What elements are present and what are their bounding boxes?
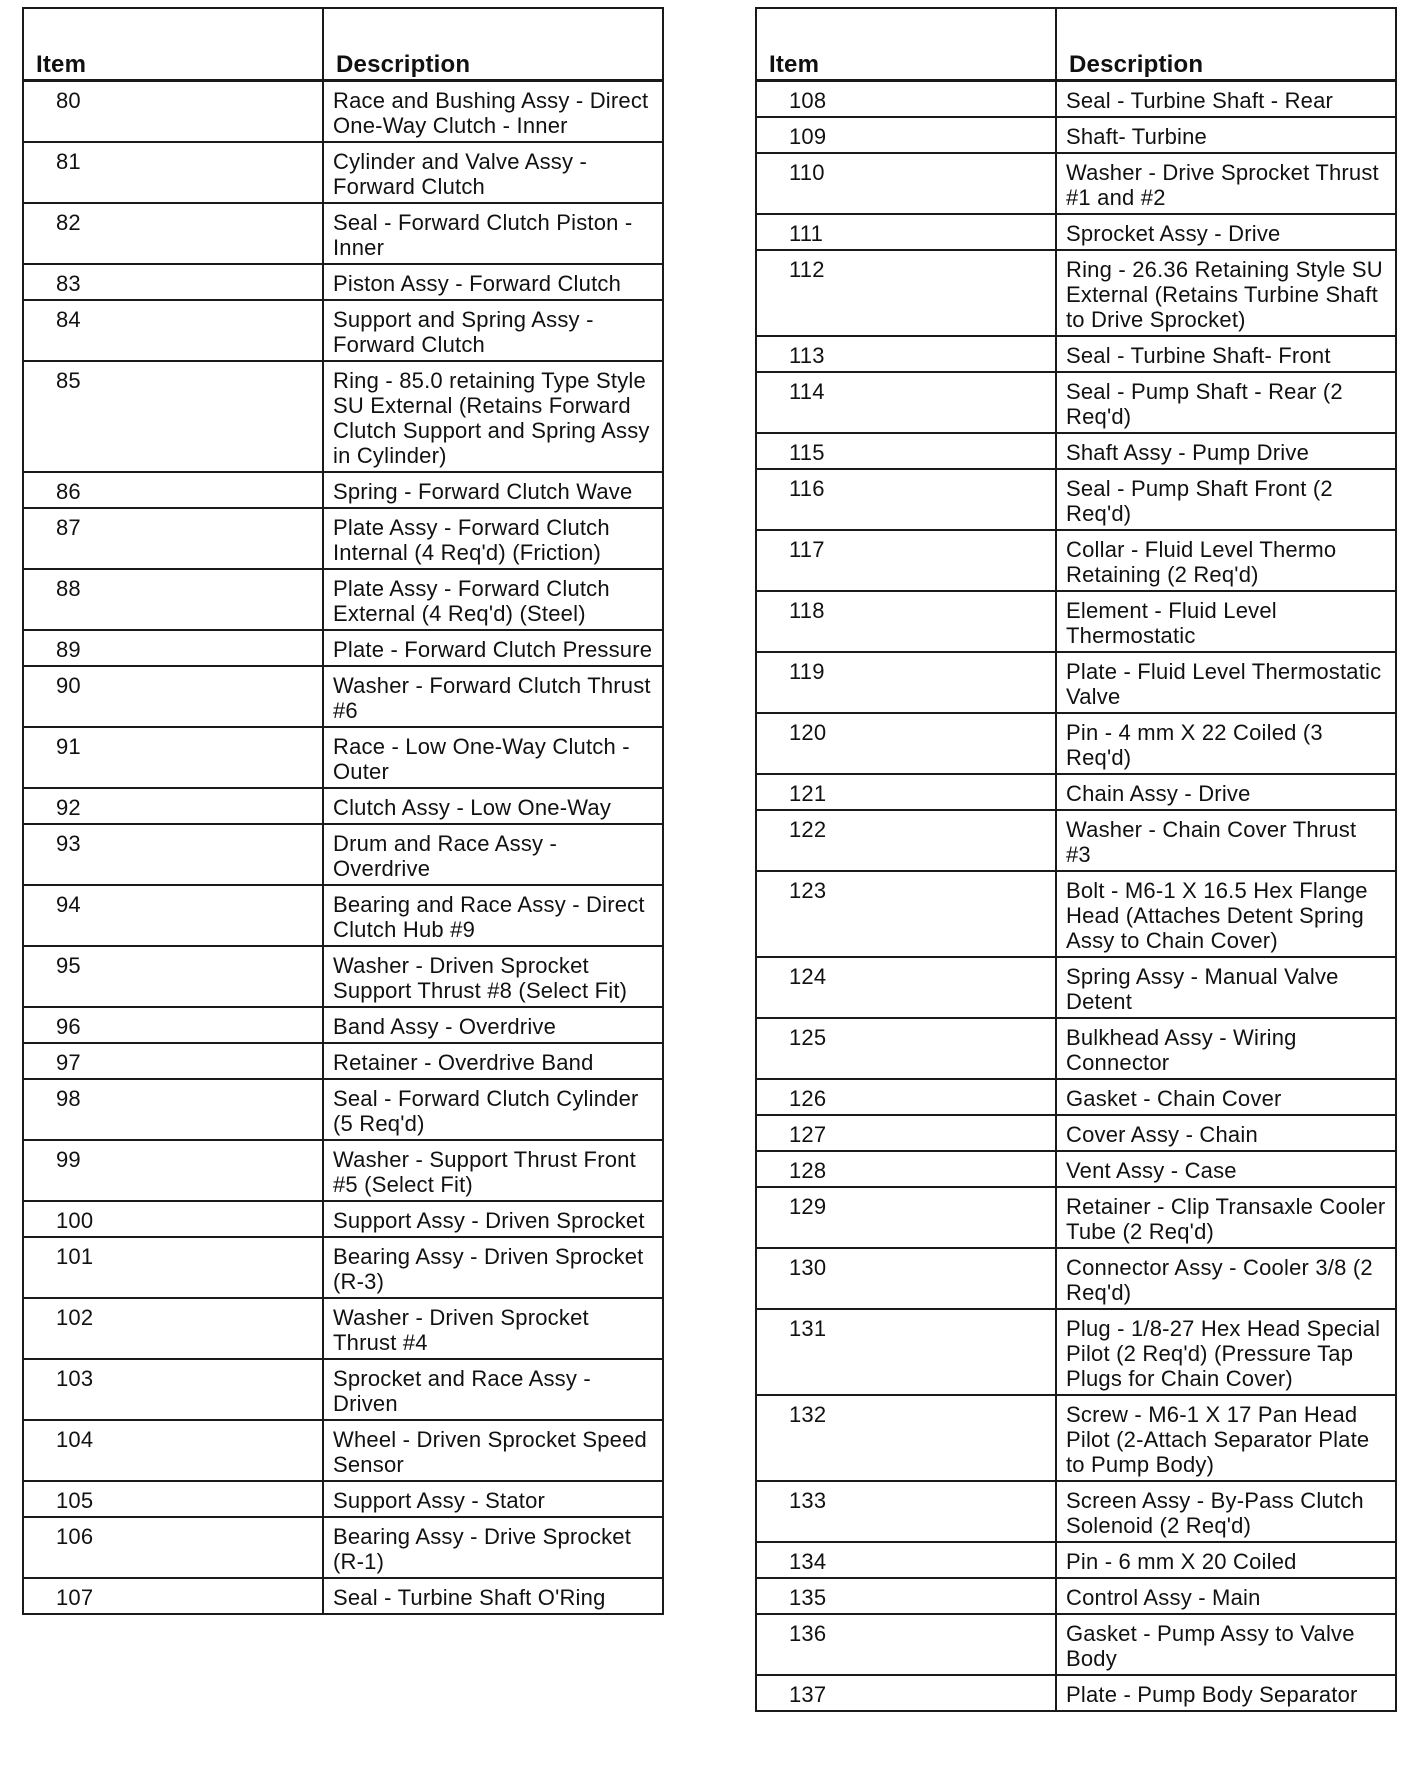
- item-number: 114: [756, 372, 1056, 433]
- table-row: [23, 1079, 663, 1140]
- table-row: [23, 264, 663, 300]
- parts-table-right: [755, 7, 1397, 1712]
- item-number: 116: [756, 469, 1056, 530]
- item-description: Cylinder and Valve Assy - Forward Clutch: [323, 142, 663, 203]
- item-description: Wheel - Driven Sprocket Speed Sensor: [323, 1420, 663, 1481]
- item-number: 95: [23, 946, 323, 1007]
- item-column-header: Item: [756, 8, 1056, 81]
- item-description: Bolt - M6-1 X 16.5 Hex Flange Head (Attaches Detent Spring Assy to Chain Cover): [1056, 871, 1396, 957]
- table-row: [23, 1007, 663, 1043]
- item-description: Drum and Race Assy - Overdrive: [323, 824, 663, 885]
- item-number: 87: [23, 508, 323, 569]
- table-row: [23, 81, 663, 143]
- item-description: Race and Bushing Assy - Direct One-Way Clutch - Inner: [323, 81, 663, 143]
- item-number: 81: [23, 142, 323, 203]
- table-row: [23, 1517, 663, 1578]
- item-number: 126: [756, 1079, 1056, 1115]
- item-description: Seal - Forward Clutch Piston - Inner: [323, 203, 663, 264]
- item-description: Screw - M6-1 X 17 Pan Head Pilot (2-Attach Separator Plate to Pump Body): [1056, 1395, 1396, 1481]
- item-number: 106: [23, 1517, 323, 1578]
- item-description: Seal - Pump Shaft Front (2 Req'd): [1056, 469, 1396, 530]
- table-row: [756, 1614, 1396, 1675]
- item-number: 96: [23, 1007, 323, 1043]
- table-row: [23, 824, 663, 885]
- item-description: Seal - Turbine Shaft O'Ring: [323, 1578, 663, 1614]
- description-column-header: Description: [1056, 8, 1396, 81]
- item-description: Washer - Driven Sprocket Thrust #4: [323, 1298, 663, 1359]
- item-number: 111: [756, 214, 1056, 250]
- item-number: 119: [756, 652, 1056, 713]
- table-row: [23, 666, 663, 727]
- table-row: [756, 957, 1396, 1018]
- table-row: [23, 1578, 663, 1614]
- item-number: 93: [23, 824, 323, 885]
- table-row: [756, 153, 1396, 214]
- item-number: 134: [756, 1542, 1056, 1578]
- table-row: [756, 1309, 1396, 1395]
- item-description: Connector Assy - Cooler 3/8 (2 Req'd): [1056, 1248, 1396, 1309]
- table-row: [23, 1237, 663, 1298]
- item-number: 98: [23, 1079, 323, 1140]
- item-description: Band Assy - Overdrive: [323, 1007, 663, 1043]
- item-number: 131: [756, 1309, 1056, 1395]
- table-row: [756, 1079, 1396, 1115]
- table-row: [756, 1675, 1396, 1711]
- item-number: 103: [23, 1359, 323, 1420]
- table-row: [23, 885, 663, 946]
- item-description: Sprocket and Race Assy - Driven: [323, 1359, 663, 1420]
- header-row: [756, 8, 1396, 81]
- table-row: [23, 142, 663, 203]
- item-number: 104: [23, 1420, 323, 1481]
- item-description: Shaft- Turbine: [1056, 117, 1396, 153]
- item-description: Bearing and Race Assy - Direct Clutch Hub #9: [323, 885, 663, 946]
- item-description: Element - Fluid Level Thermostatic: [1056, 591, 1396, 652]
- item-number: 137: [756, 1675, 1056, 1711]
- table-row: [756, 372, 1396, 433]
- item-description: Collar - Fluid Level Thermo Retaining (2 Req'd): [1056, 530, 1396, 591]
- item-description: Plate Assy - Forward Clutch External (4 Req'd) (Steel): [323, 569, 663, 630]
- item-number: 92: [23, 788, 323, 824]
- item-number: 117: [756, 530, 1056, 591]
- table-row: [756, 81, 1396, 118]
- table-row: [23, 361, 663, 472]
- parts-table-left-body: [23, 81, 663, 1615]
- item-number: 88: [23, 569, 323, 630]
- item-description: Support Assy - Stator: [323, 1481, 663, 1517]
- item-number: 90: [23, 666, 323, 727]
- table-row: [756, 530, 1396, 591]
- item-description: Pin - 6 mm X 20 Coiled: [1056, 1542, 1396, 1578]
- item-description: Pin - 4 mm X 22 Coiled (3 Req'd): [1056, 713, 1396, 774]
- item-number: 133: [756, 1481, 1056, 1542]
- item-number: 123: [756, 871, 1056, 957]
- table-row: [756, 1481, 1396, 1542]
- item-description: Plate - Fluid Level Thermostatic Valve: [1056, 652, 1396, 713]
- item-description: Cover Assy - Chain: [1056, 1115, 1396, 1151]
- item-number: 91: [23, 727, 323, 788]
- item-description: Sprocket Assy - Drive: [1056, 214, 1396, 250]
- table-row: [756, 871, 1396, 957]
- item-description: Washer - Forward Clutch Thrust #6: [323, 666, 663, 727]
- item-description: Retainer - Clip Transaxle Cooler Tube (2 Req'd): [1056, 1187, 1396, 1248]
- table-row: [23, 1359, 663, 1420]
- item-number: 105: [23, 1481, 323, 1517]
- table-row: [23, 300, 663, 361]
- table-row: [756, 1115, 1396, 1151]
- table-row: [756, 1395, 1396, 1481]
- item-description: Retainer - Overdrive Band: [323, 1043, 663, 1079]
- table-row: [23, 1201, 663, 1237]
- item-description: Race - Low One-Way Clutch - Outer: [323, 727, 663, 788]
- parts-table-left: [22, 7, 664, 1615]
- item-number: 125: [756, 1018, 1056, 1079]
- item-number: 85: [23, 361, 323, 472]
- item-description: Seal - Pump Shaft - Rear (2 Req'd): [1056, 372, 1396, 433]
- item-number: 135: [756, 1578, 1056, 1614]
- item-number: 102: [23, 1298, 323, 1359]
- item-description: Clutch Assy - Low One-Way: [323, 788, 663, 824]
- item-description: Plate - Forward Clutch Pressure: [323, 630, 663, 666]
- table-row: [756, 1578, 1396, 1614]
- table-row: [756, 652, 1396, 713]
- item-description: Vent Assy - Case: [1056, 1151, 1396, 1187]
- table-row: [23, 1140, 663, 1201]
- item-description: Ring - 85.0 retaining Type Style SU External (Retains Forward Clutch Support and Spring Assy in Cylinder): [323, 361, 663, 472]
- description-column-header: Description: [323, 8, 663, 81]
- item-description: Bearing Assy - Drive Sprocket (R-1): [323, 1517, 663, 1578]
- item-description: Screen Assy - By-Pass Clutch Solenoid (2 Req'd): [1056, 1481, 1396, 1542]
- table-row: [756, 774, 1396, 810]
- item-number: 89: [23, 630, 323, 666]
- item-number: 128: [756, 1151, 1056, 1187]
- item-description: Piston Assy - Forward Clutch: [323, 264, 663, 300]
- item-number: 82: [23, 203, 323, 264]
- item-description: Gasket - Pump Assy to Valve Body: [1056, 1614, 1396, 1675]
- item-number: 113: [756, 336, 1056, 372]
- item-number: 136: [756, 1614, 1056, 1675]
- table-row: [756, 713, 1396, 774]
- item-number: 110: [756, 153, 1056, 214]
- item-description: Spring Assy - Manual Valve Detent: [1056, 957, 1396, 1018]
- item-number: 122: [756, 810, 1056, 871]
- item-number: 108: [756, 81, 1056, 118]
- item-description: Plug - 1/8-27 Hex Head Special Pilot (2 Req'd) (Pressure Tap Plugs for Chain Cover): [1056, 1309, 1396, 1395]
- item-description: Ring - 26.36 Retaining Style SU External (Retains Turbine Shaft to Drive Sprocket): [1056, 250, 1396, 336]
- table-row: [756, 1542, 1396, 1578]
- item-description: Support Assy - Driven Sprocket: [323, 1201, 663, 1237]
- item-description: Bulkhead Assy - Wiring Connector: [1056, 1018, 1396, 1079]
- item-description: Gasket - Chain Cover: [1056, 1079, 1396, 1115]
- item-number: 130: [756, 1248, 1056, 1309]
- item-number: 84: [23, 300, 323, 361]
- table-row: [756, 810, 1396, 871]
- item-description: Support and Spring Assy - Forward Clutch: [323, 300, 663, 361]
- item-description: Seal - Forward Clutch Cylinder (5 Req'd): [323, 1079, 663, 1140]
- item-description: Chain Assy - Drive: [1056, 774, 1396, 810]
- item-number: 86: [23, 472, 323, 508]
- table-row: [756, 1248, 1396, 1309]
- item-description: Washer - Chain Cover Thrust #3: [1056, 810, 1396, 871]
- item-number: 121: [756, 774, 1056, 810]
- item-number: 127: [756, 1115, 1056, 1151]
- item-number: 132: [756, 1395, 1056, 1481]
- item-number: 94: [23, 885, 323, 946]
- item-number: 129: [756, 1187, 1056, 1248]
- item-description: Control Assy - Main: [1056, 1578, 1396, 1614]
- item-description: Washer - Support Thrust Front #5 (Select Fit): [323, 1140, 663, 1201]
- item-number: 101: [23, 1237, 323, 1298]
- table-row: [756, 1187, 1396, 1248]
- table-row: [23, 727, 663, 788]
- item-number: 115: [756, 433, 1056, 469]
- table-row: [23, 788, 663, 824]
- table-row: [756, 469, 1396, 530]
- item-column-header: Item: [23, 8, 323, 81]
- table-row: [23, 630, 663, 666]
- table-row: [23, 1481, 663, 1517]
- table-row: [756, 250, 1396, 336]
- table-row: [756, 336, 1396, 372]
- table-row: [23, 569, 663, 630]
- item-description: Washer - Drive Sprocket Thrust #1 and #2: [1056, 153, 1396, 214]
- table-row: [756, 117, 1396, 153]
- item-number: 99: [23, 1140, 323, 1201]
- item-number: 124: [756, 957, 1056, 1018]
- item-description: Plate Assy - Forward Clutch Internal (4 Req'd) (Friction): [323, 508, 663, 569]
- item-number: 109: [756, 117, 1056, 153]
- item-description: Seal - Turbine Shaft - Rear: [1056, 81, 1396, 118]
- item-number: 100: [23, 1201, 323, 1237]
- table-row: [23, 946, 663, 1007]
- table-row: [23, 203, 663, 264]
- item-description: Plate - Pump Body Separator: [1056, 1675, 1396, 1711]
- item-number: 120: [756, 713, 1056, 774]
- table-row: [756, 214, 1396, 250]
- item-number: 97: [23, 1043, 323, 1079]
- item-number: 118: [756, 591, 1056, 652]
- item-description: Spring - Forward Clutch Wave: [323, 472, 663, 508]
- item-number: 112: [756, 250, 1056, 336]
- item-description: Seal - Turbine Shaft- Front: [1056, 336, 1396, 372]
- table-row: [756, 1151, 1396, 1187]
- item-description: Bearing Assy - Driven Sprocket (R-3): [323, 1237, 663, 1298]
- table-row: [23, 508, 663, 569]
- table-row: [756, 591, 1396, 652]
- table-row: [23, 1420, 663, 1481]
- table-row: [23, 1298, 663, 1359]
- parts-table-right-body: [756, 81, 1396, 1712]
- item-description: Washer - Driven Sprocket Support Thrust #8 (Select Fit): [323, 946, 663, 1007]
- item-number: 83: [23, 264, 323, 300]
- item-description: Shaft Assy - Pump Drive: [1056, 433, 1396, 469]
- table-row: [756, 433, 1396, 469]
- table-row: [756, 1018, 1396, 1079]
- table-row: [23, 472, 663, 508]
- item-number: 80: [23, 81, 323, 143]
- header-row: [23, 8, 663, 81]
- item-number: 107: [23, 1578, 323, 1614]
- table-row: [23, 1043, 663, 1079]
